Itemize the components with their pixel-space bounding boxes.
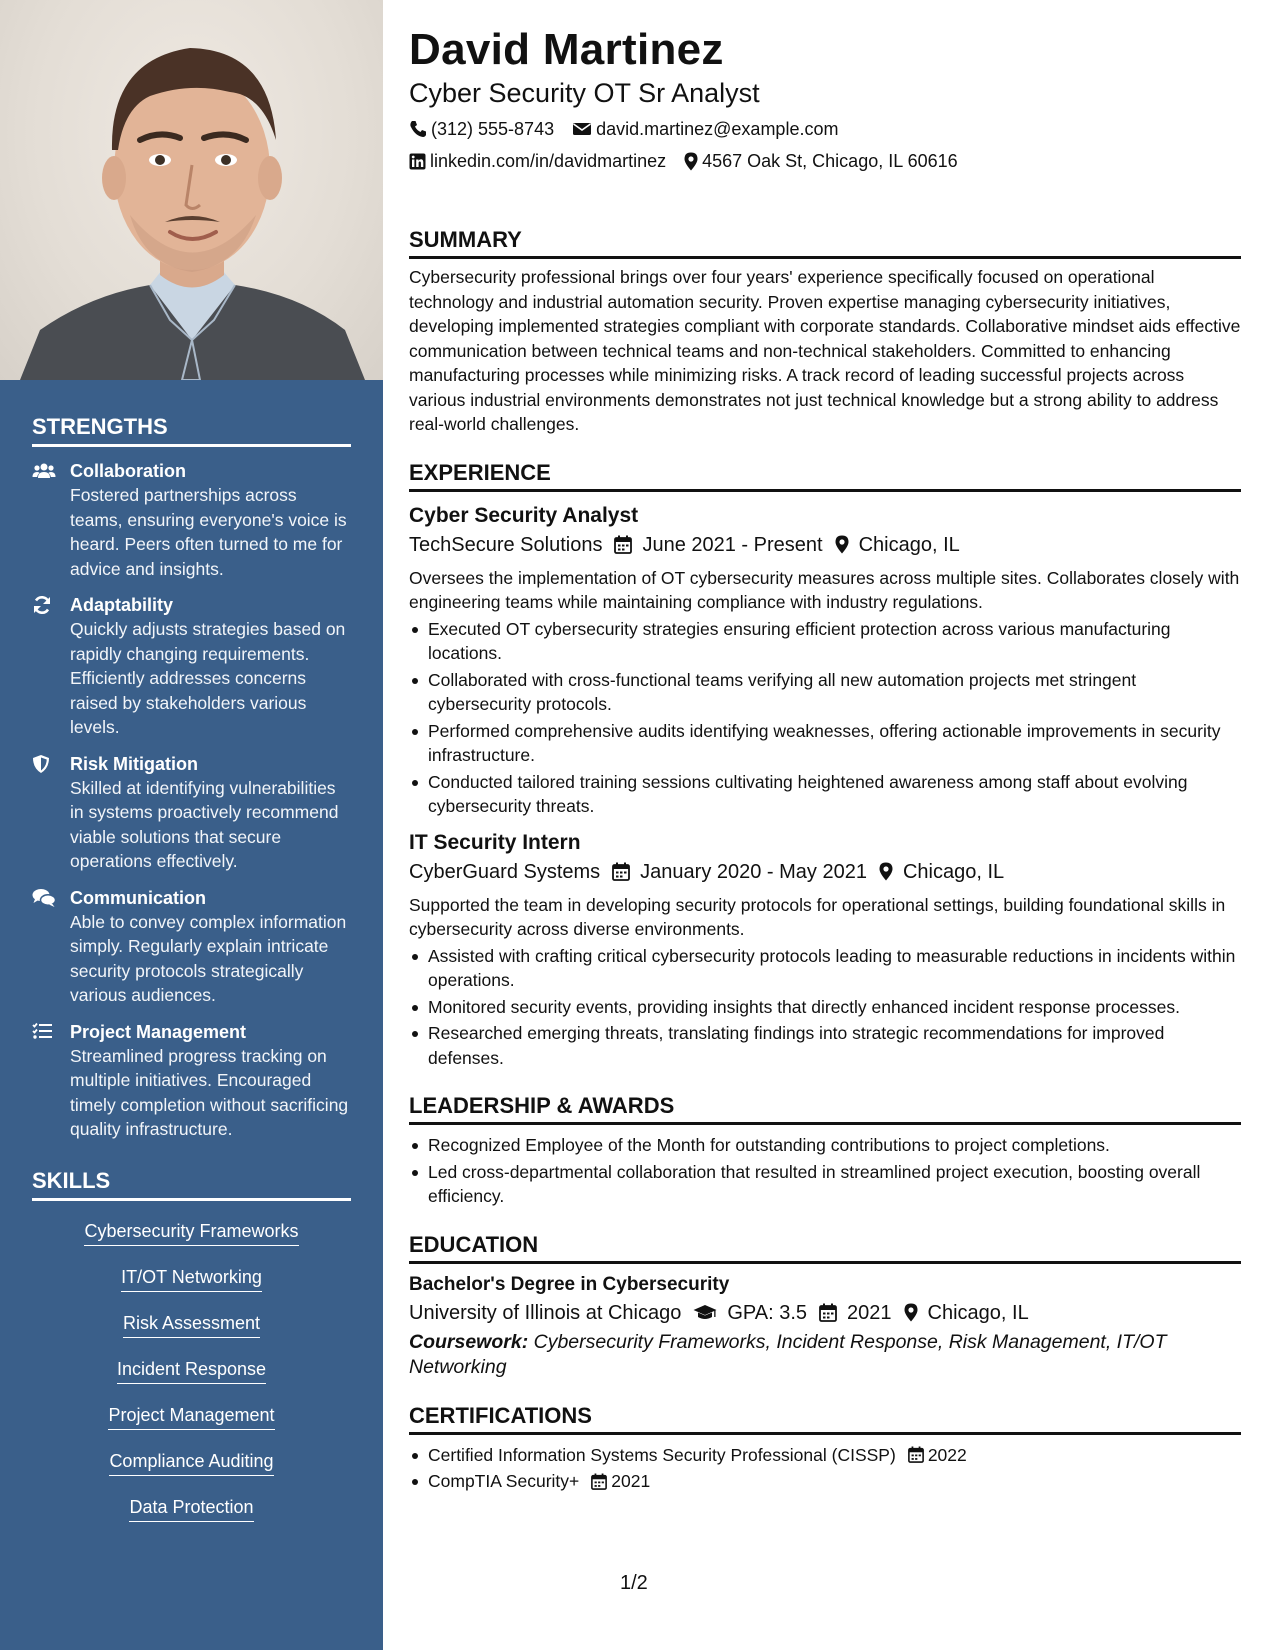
- cert-name: Certified Information Systems Security Professional (CISSP): [428, 1444, 896, 1465]
- job-entry: [409, 502, 1241, 819]
- location-text: Chicago, IL: [927, 1301, 1029, 1324]
- skill-item: [32, 1219, 351, 1246]
- school-name: University of Illinois at Chicago: [409, 1301, 682, 1324]
- contact-row: [409, 116, 1241, 142]
- skill-item: [32, 1449, 351, 1476]
- strength-desc: Fostered partnerships across teams, ensuring everyone's voice is heard. Peers often turned to me for advice and insights.: [70, 485, 347, 579]
- strength-desc: Skilled at identifying vulnerabilities in systems proactively recommend viable solutions that secure operations effectively.: [70, 777, 339, 871]
- linkedin-icon: [409, 153, 426, 170]
- page-number: 1/2: [620, 1572, 648, 1594]
- skills-heading: SKILLS: [32, 1168, 351, 1201]
- tasks-icon: [32, 1020, 70, 1142]
- map-marker-icon: [684, 152, 698, 171]
- skill-item: [32, 1495, 351, 1522]
- address-contact: [684, 148, 958, 174]
- education-heading: EDUCATION: [409, 1231, 1241, 1264]
- graduation-year: [819, 1298, 892, 1328]
- list-item: Led cross-departmental collaboration that resulted in streamlined project execution, boosting overall efficiency.: [409, 1160, 1241, 1209]
- skills-section: [0, 1168, 383, 1522]
- skills-list: [32, 1219, 351, 1522]
- list-item: [409, 1469, 1241, 1494]
- skill-label: Risk Assessment: [123, 1311, 260, 1338]
- linkedin-text[interactable]: linkedin.com/in/davidmartinez: [430, 151, 667, 171]
- strength-item: [32, 1020, 351, 1142]
- education-location: [904, 1298, 1029, 1328]
- job-dates-text: June 2021 - Present: [642, 533, 823, 556]
- summary-text: Cybersecurity professional brings over four years' experience specifically focused on operational technology and industrial automation security. Proven expertise managing cybersecurity initiatives, developing implemented strategies compliant with corporate standards. Collaborative mindset aids effective communication between technical teams and non-technical stakeholders. Committed to enhancing manufacturing processes while minimizing risks. A track record of leading successful projects across various industrial environments demonstrates not just technical knowledge but a strong ability to address real-world challenges.: [409, 267, 1241, 434]
- list-item: Recognized Employee of the Month for outstanding contributions to project completions.: [409, 1133, 1241, 1158]
- sidebar: [0, 0, 383, 1650]
- coursework-text: Cybersecurity Frameworks, Incident Response, Risk Management, IT/OT Networking: [409, 1330, 1167, 1378]
- calendar-icon: [908, 1446, 924, 1463]
- list-item: Assisted with crafting critical cybersecurity protocols leading to measurable reductions in incidents within operations.: [409, 944, 1241, 993]
- job-dates: [614, 530, 822, 560]
- certifications-list: [409, 1443, 1241, 1494]
- cert-year: 2021: [611, 1471, 651, 1491]
- job-location: [879, 857, 1004, 887]
- coursework-label: Coursework:: [409, 1330, 529, 1353]
- degree-title: Bachelor's Degree in Cybersecurity: [409, 1273, 730, 1295]
- list-item: [409, 1443, 1241, 1468]
- envelope-icon: [572, 121, 592, 137]
- strength-title: Collaboration: [70, 461, 186, 481]
- education-meta: [409, 1298, 1241, 1328]
- job-role: Cyber Security Analyst: [409, 503, 639, 527]
- refresh-icon: [32, 593, 70, 740]
- skill-label: Project Management: [108, 1403, 274, 1430]
- calendar-icon: [591, 1473, 607, 1490]
- comments-icon: [32, 886, 70, 1008]
- year-text: 2021: [847, 1301, 892, 1324]
- leadership-list: [409, 1133, 1241, 1209]
- job-description: Supported the team in developing security protocols for operational settings, building foundational skills in cybersecurity across diverse environments.: [409, 894, 1226, 939]
- candidate-name: David Martinez: [409, 25, 724, 74]
- shield-icon: [32, 752, 70, 874]
- strength-item: [32, 886, 351, 1008]
- main-content: [409, 24, 1241, 1496]
- cert-year: 2022: [927, 1444, 967, 1465]
- calendar-icon: [819, 1303, 837, 1322]
- list-item: Executed OT cybersecurity strategies ensuring efficient protection across various manufacturing locations.: [409, 617, 1241, 666]
- address-text: 4567 Oak St, Chicago, IL 60616: [702, 151, 958, 171]
- job-dates-text: January 2020 - May 2021: [640, 860, 867, 883]
- strength-desc: Able to convey complex information simply. Regularly explain intricate security protocols strategically various audiences.: [70, 911, 347, 1005]
- certifications-heading: CERTIFICATIONS: [409, 1402, 1241, 1435]
- profile-photo: [0, 0, 383, 380]
- calendar-icon: [614, 535, 632, 554]
- cert-name: CompTIA Security+: [428, 1471, 580, 1491]
- summary-heading: SUMMARY: [409, 226, 1241, 259]
- company-name: TechSecure Solutions: [409, 533, 603, 556]
- coursework: [409, 1330, 1241, 1380]
- phone-text: (312) 555-8743: [431, 119, 555, 139]
- portrait-illustration: [0, 0, 383, 380]
- job-location-text: Chicago, IL: [858, 533, 960, 556]
- job-meta: [409, 857, 1241, 887]
- skill-item: [32, 1403, 351, 1430]
- strength-item: [32, 459, 351, 581]
- email-contact[interactable]: [572, 116, 838, 142]
- contact-row: [409, 148, 1241, 174]
- map-marker-icon: [904, 1303, 918, 1322]
- experience-heading: EXPERIENCE: [409, 459, 1241, 492]
- job-dates: [612, 857, 867, 887]
- skill-label: Data Protection: [129, 1495, 253, 1522]
- phone-icon: [409, 120, 427, 138]
- job-description: Oversees the implementation of OT cybersecurity measures across multiple sites. Collaborates closely with engineering teams while maintaining compliance with industry regulations.: [409, 567, 1240, 612]
- email-text[interactable]: david.martinez@example.com: [596, 119, 839, 139]
- skill-item: [32, 1265, 351, 1292]
- job-meta: [409, 530, 1241, 560]
- list-item: Conducted tailored training sessions cultivating heightened awareness among staff about evolving cybersecurity threats.: [409, 770, 1241, 819]
- skill-item: [32, 1357, 351, 1384]
- strength-title: Adaptability: [70, 595, 174, 615]
- job-location-text: Chicago, IL: [902, 860, 1005, 883]
- candidate-title: Cyber Security OT Sr Analyst: [409, 78, 760, 108]
- strength-item: [32, 593, 351, 740]
- list-item: Performed comprehensive audits identifying weaknesses, offering actionable improvements in security infrastructure.: [409, 719, 1241, 768]
- job-bullets: [409, 944, 1241, 1071]
- strengths-heading: STRENGTHS: [32, 414, 351, 447]
- list-item: Collaborated with cross-functional teams verifying all new automation projects met stringent cybersecurity protocols.: [409, 668, 1241, 717]
- gpa: [693, 1298, 807, 1328]
- skill-label: Cybersecurity Frameworks: [84, 1219, 298, 1246]
- strength-title: Project Management: [70, 1021, 247, 1042]
- map-marker-icon: [835, 535, 849, 554]
- skill-label: Compliance Auditing: [109, 1449, 273, 1476]
- skill-label: Incident Response: [117, 1357, 266, 1384]
- gpa-text: GPA: 3.5: [727, 1301, 808, 1324]
- job-location: [835, 530, 960, 560]
- job-entry: [409, 829, 1241, 1071]
- leadership-heading: LEADERSHIP & AWARDS: [409, 1092, 1241, 1125]
- skill-label: IT/OT Networking: [121, 1265, 262, 1292]
- strength-item: [32, 752, 351, 874]
- list-item: Monitored security events, providing insights that directly enhanced incident response processes.: [409, 995, 1241, 1020]
- job-bullets: [409, 617, 1241, 819]
- map-marker-icon: [879, 862, 893, 881]
- list-item: Researched emerging threats, translating findings into strategic recommendations for improved defenses.: [409, 1021, 1241, 1070]
- strengths-section: [0, 414, 383, 1142]
- skill-item: [32, 1311, 351, 1338]
- job-role: IT Security Intern: [409, 830, 581, 854]
- strength-title: Risk Mitigation: [70, 753, 199, 774]
- phone-contact: [409, 116, 554, 142]
- linkedin-contact[interactable]: [409, 148, 666, 174]
- company-name: CyberGuard Systems: [409, 860, 601, 883]
- strength-title: Communication: [70, 887, 207, 908]
- strength-desc: Streamlined progress tracking on multiple initiatives. Encouraged timely completion without sacrificing quality infrastructure.: [70, 1045, 349, 1139]
- users-icon: [32, 459, 70, 581]
- graduation-cap-icon: [693, 1304, 717, 1322]
- strength-desc: Quickly adjusts strategies based on rapidly changing requirements. Efficiently addresses concerns raised by stakeholders various levels.: [70, 619, 346, 737]
- calendar-icon: [612, 862, 630, 881]
